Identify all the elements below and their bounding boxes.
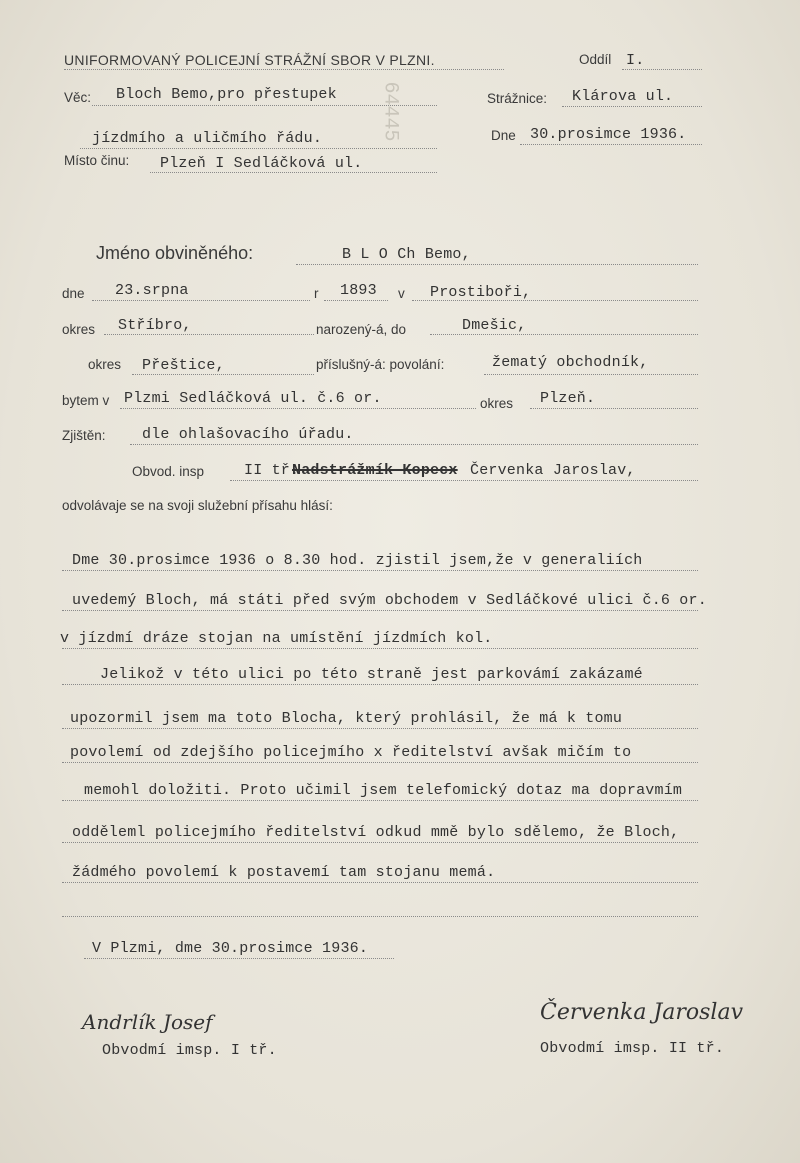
report-line-5: upozormil jsem ma toto Blocha, který prohlásil, že má k tomu [70,710,623,727]
left-signer-title: Obvodmí imsp. I tř. [102,1042,277,1059]
obvod-value: II tř. [244,462,300,479]
officer-name: Červenka Jaroslav, [470,462,636,479]
jmeno-label: Jméno obviněného: [96,243,254,263]
okres3-value: Plzeň. [540,390,596,407]
report-line-2: uvedemý Bloch, má státi před svým obchodem v Sedláčkové ulici č.6 or. [72,592,707,609]
jmeno-value: B L O Ch Bemo, [342,246,471,263]
crossed-rank: Nadstrážmík Kopecx [292,462,458,479]
misto-label: Místo činu: [64,153,130,168]
dne-birth-value: 23.srpna [115,282,189,299]
right-signature: Červenka Jaroslav [540,1000,743,1025]
left-signature: Andrlík Josef [82,1010,213,1034]
r-value: 1893 [340,282,377,299]
bytem-value: Plzmi Sedláčková ul. č.6 or. [124,390,382,407]
place-date: V Plzmi, dme 30.prosimce 1936. [92,940,369,957]
oddil-label: Oddíl [579,52,612,67]
report-line-4: Jelikož v této ulici po této straně jest parkovámí zakázamé [100,666,643,683]
okres2-value: Přeštice, [142,357,225,374]
narozeny-label: narozený-á, do [316,322,407,337]
report-line-3: v jízdmí dráze stojan na umístění jízdmích kol. [60,630,493,647]
straznice-label: Strážnice: [487,91,548,106]
straznice-value: Klárova ul. [572,88,674,105]
authority-title: UNIFORMOVANÝ POLICEJNÍ STRÁŽNÍ SBOR V PLZNI. [64,52,435,68]
okres1-label: okres [62,322,96,337]
prislusny-label: příslušný-á: povolání: [316,357,445,372]
okres1-value: Stříbro, [118,317,192,334]
odvolavaje-text: odvolávaje se na svoji služební přísahu hlásí: [62,498,333,513]
zjisten-value: dle ohlašovacího úřadu. [142,426,354,443]
okres3-label: okres [480,396,514,411]
report-line-8: odděleml policejmího ředitelství odkud mmě bylo sdělemo, že Bloch, [72,824,680,841]
bytem-label: bytem v [62,393,110,408]
dne-birth-label: dne [62,286,85,301]
vec-value-2: jízdmího a uličmího řádu. [92,130,323,147]
narozeny-value: Dmešic, [462,317,527,334]
report-line-1: Dme 30.prosimce 1936 o 8.30 hod. zjistil jsem,že v generaliích [72,552,643,569]
report-line-6: povolemí od zdejšího policejmího x ředitelství avšak mičím to [70,744,632,761]
povolani-value: žematý obchodník, [492,354,649,371]
vec-label: Věc: [64,90,92,105]
report-line-7: memohl doložiti. Proto učimil jsem telefomický dotaz ma dopravmím [84,782,683,799]
dne-label: Dne [491,128,516,143]
zjisten-label: Zjištěn: [62,428,106,443]
v-value: Prostiboři, [430,284,532,301]
right-signer-title: Obvodmí imsp. II tř. [540,1040,725,1057]
r-label: r [314,286,319,301]
report-line-9: žádmého povolemí k postavemí tam stojanu memá. [72,864,496,881]
okres2-label: okres [88,357,122,372]
misto-value: Plzeň I Sedláčková ul. [160,155,363,172]
v-label: v [398,286,405,301]
oddil-value: I. [626,52,645,69]
obvod-label: Obvod. insp [132,464,205,479]
vec-value-1: Bloch Bemo,pro přestupek [116,86,337,103]
dne-value: 30.prosimce 1936. [530,126,687,143]
faint-stamp: 64445 [378,81,402,142]
